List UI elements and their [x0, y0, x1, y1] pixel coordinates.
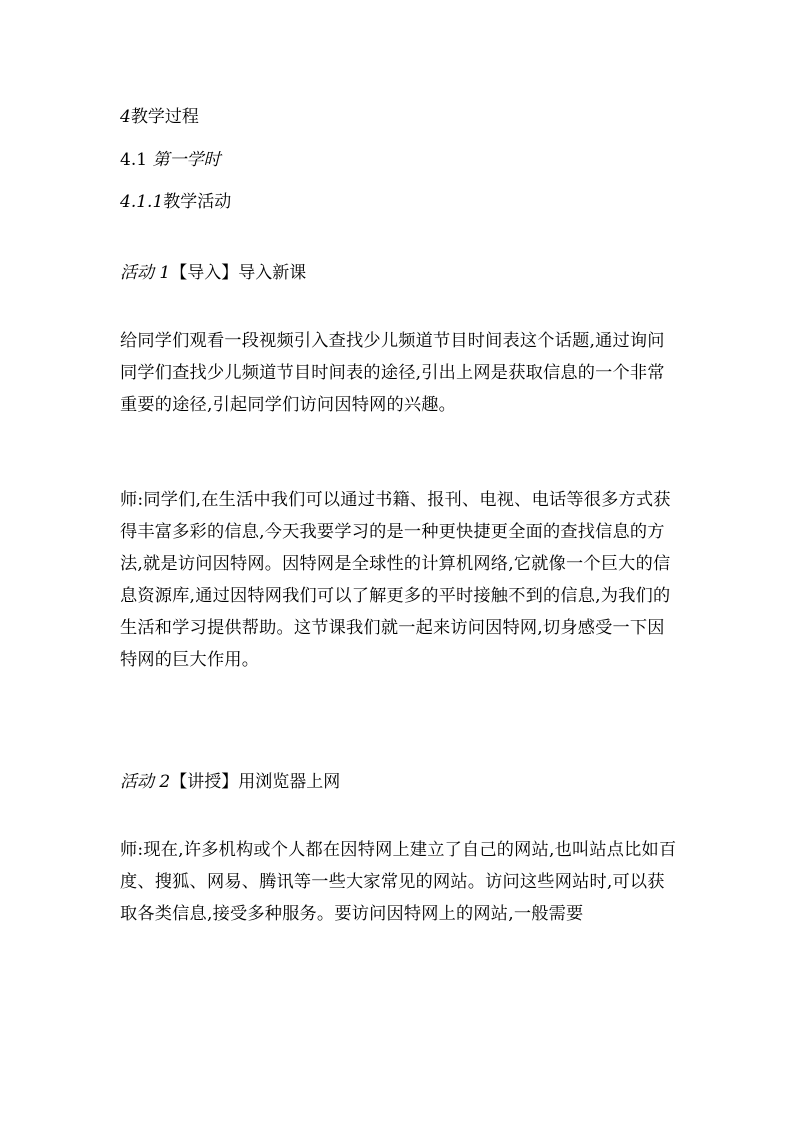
heading-number: 4.1 [120, 150, 148, 170]
activity-title: 【讲授】用浏览器上网 [170, 772, 341, 792]
paragraph-teacher-2: 师:现在,许多机构或个人都在因特网上建立了自己的网站,也叫站点比如百度、搜狐、网易、腾讯等一些大家常见的网站。访问这些网站时,可以获取各类信息,接受多种服务。要访问因特网上的网站,一般需要 [120, 840, 677, 924]
heading-number: 4 [120, 107, 131, 127]
heading-level-3 [120, 191, 231, 213]
heading-number: 4.1.1 [120, 192, 164, 212]
activity-heading-1 [120, 262, 306, 284]
activity-heading-2 [120, 771, 340, 793]
paragraph-teacher-1: 师:同学们,在生活中我们可以通过书籍、报刊、电视、电话等很多方式获得丰富多彩的信息,今天我要学习的是一种更快捷更全面的查找信息的方法,就是访问因特网。因特网是全球性的计算机网络,它就像一个巨大的信息资源库,通过因特网我们可以了解更多的平时接触不到的信息,为我们的生活和学习提供帮助。这节课我们就一起来访问因特网,切身感受一下因特网的巨大作用。 [120, 490, 671, 670]
heading-level-2 [120, 149, 220, 171]
paragraph-intro: 给同学们观看一段视频引入查找少儿频道节目时间表这个话题,通过询问同学们查找少儿频道节目时间表的途径,引出上网是获取信息的一个非常重要的途径,引起同学们访问因特网的兴趣。 [120, 331, 665, 415]
activity-title: 【导入】导入新课 [170, 263, 307, 283]
heading-title: 教学活动 [163, 192, 232, 212]
activity-prefix: 活动 2 [120, 772, 171, 792]
heading-level-1 [120, 106, 199, 128]
heading-title: 教学过程 [130, 107, 199, 127]
heading-title: 第一学时 [152, 150, 221, 170]
activity-prefix: 活动 1 [120, 263, 171, 283]
